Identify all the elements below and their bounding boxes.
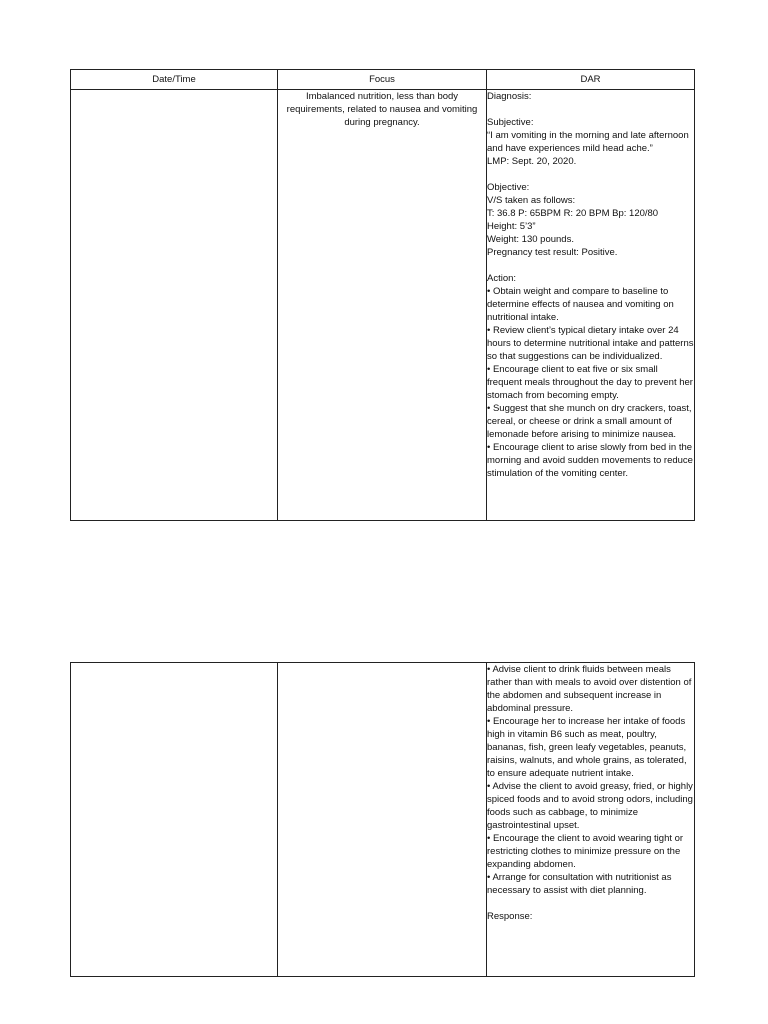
focus-cell bbox=[278, 663, 487, 977]
action-item: • Review client’s typical dietary intake over 24 hours to determine nutritional intake and patterns so that suggestions can be individualized. bbox=[487, 325, 694, 362]
dar-table-page-1 bbox=[70, 69, 695, 521]
subjective-label: Subjective: bbox=[487, 117, 534, 128]
header-focus: Focus bbox=[278, 70, 487, 90]
response-label: Response: bbox=[487, 911, 533, 922]
vital-signs: T: 36.8 P: 65BPM R: 20 BPM Bp: 120/80 bbox=[487, 208, 659, 219]
action-item: • Encourage the client to avoid wearing tight or restricting clothes to minimize pressure on the expanding abdomen. bbox=[487, 833, 684, 870]
vital-signs-intro: V/S taken as follows: bbox=[487, 195, 576, 206]
date-time-cell bbox=[71, 663, 278, 977]
action-item: • Suggest that she munch on dry crackers, toast, cereal, or cheese or drink a small amount of lemonade before arising to minimize nausea. bbox=[487, 403, 692, 440]
action-label: Action: bbox=[487, 273, 517, 284]
pregnancy-test-text: Pregnancy test result: Positive. bbox=[487, 247, 618, 258]
objective-label: Objective: bbox=[487, 182, 530, 193]
header-date-time: Date/Time bbox=[71, 70, 278, 90]
header-row bbox=[71, 70, 695, 90]
dar-cell bbox=[487, 90, 695, 521]
action-item: • Obtain weight and compare to baseline to determine effects of nausea and vomiting on nutritional intake. bbox=[487, 286, 674, 323]
date-time-cell bbox=[71, 90, 278, 521]
action-item: • Encourage her to increase her intake of foods high in vitamin B6 such as meat, poultry, bananas, fish, green leafy vegetables, peanuts, raisins, walnuts, and whole grains, as tolerated, to ensure adequate nutrient intake. bbox=[487, 716, 687, 779]
diagnosis-label: Diagnosis: bbox=[487, 91, 532, 102]
weight-text: Weight: 130 pounds. bbox=[487, 234, 574, 245]
height-text: Height: 5’3” bbox=[487, 221, 536, 232]
focus-cell: Imbalanced nutrition, less than body requirements, related to nausea and vomiting during pregnancy. bbox=[278, 90, 487, 521]
action-item: • Advise the client to avoid greasy, fried, or highly spiced foods and to avoid strong odors, including foods such as cabbage, to minimize gastrointestinal upset. bbox=[487, 781, 693, 831]
subjective-quote: “I am vomiting in the morning and late afternoon and have experiences mild head ache.” bbox=[487, 130, 689, 154]
table-row bbox=[71, 90, 695, 521]
dar-table-page-2 bbox=[70, 662, 695, 977]
lmp-text: LMP: Sept. 20, 2020. bbox=[487, 156, 577, 167]
header-dar: DAR bbox=[487, 70, 695, 90]
action-item: • Encourage client to arise slowly from bed in the morning and avoid sudden movements to reduce stimulation of the vomiting center. bbox=[487, 442, 693, 479]
table-row bbox=[71, 663, 695, 977]
action-item: • Encourage client to eat five or six small frequent meals throughout the day to prevent her stomach from becoming empty. bbox=[487, 364, 693, 401]
dar-cell bbox=[487, 663, 695, 977]
action-item: • Advise client to drink fluids between meals rather than with meals to avoid over distention of the abdomen and subsequent increase in abdominal pressure. bbox=[487, 664, 692, 714]
action-item: • Arrange for consultation with nutritionist as necessary to assist with diet planning. bbox=[487, 872, 672, 896]
